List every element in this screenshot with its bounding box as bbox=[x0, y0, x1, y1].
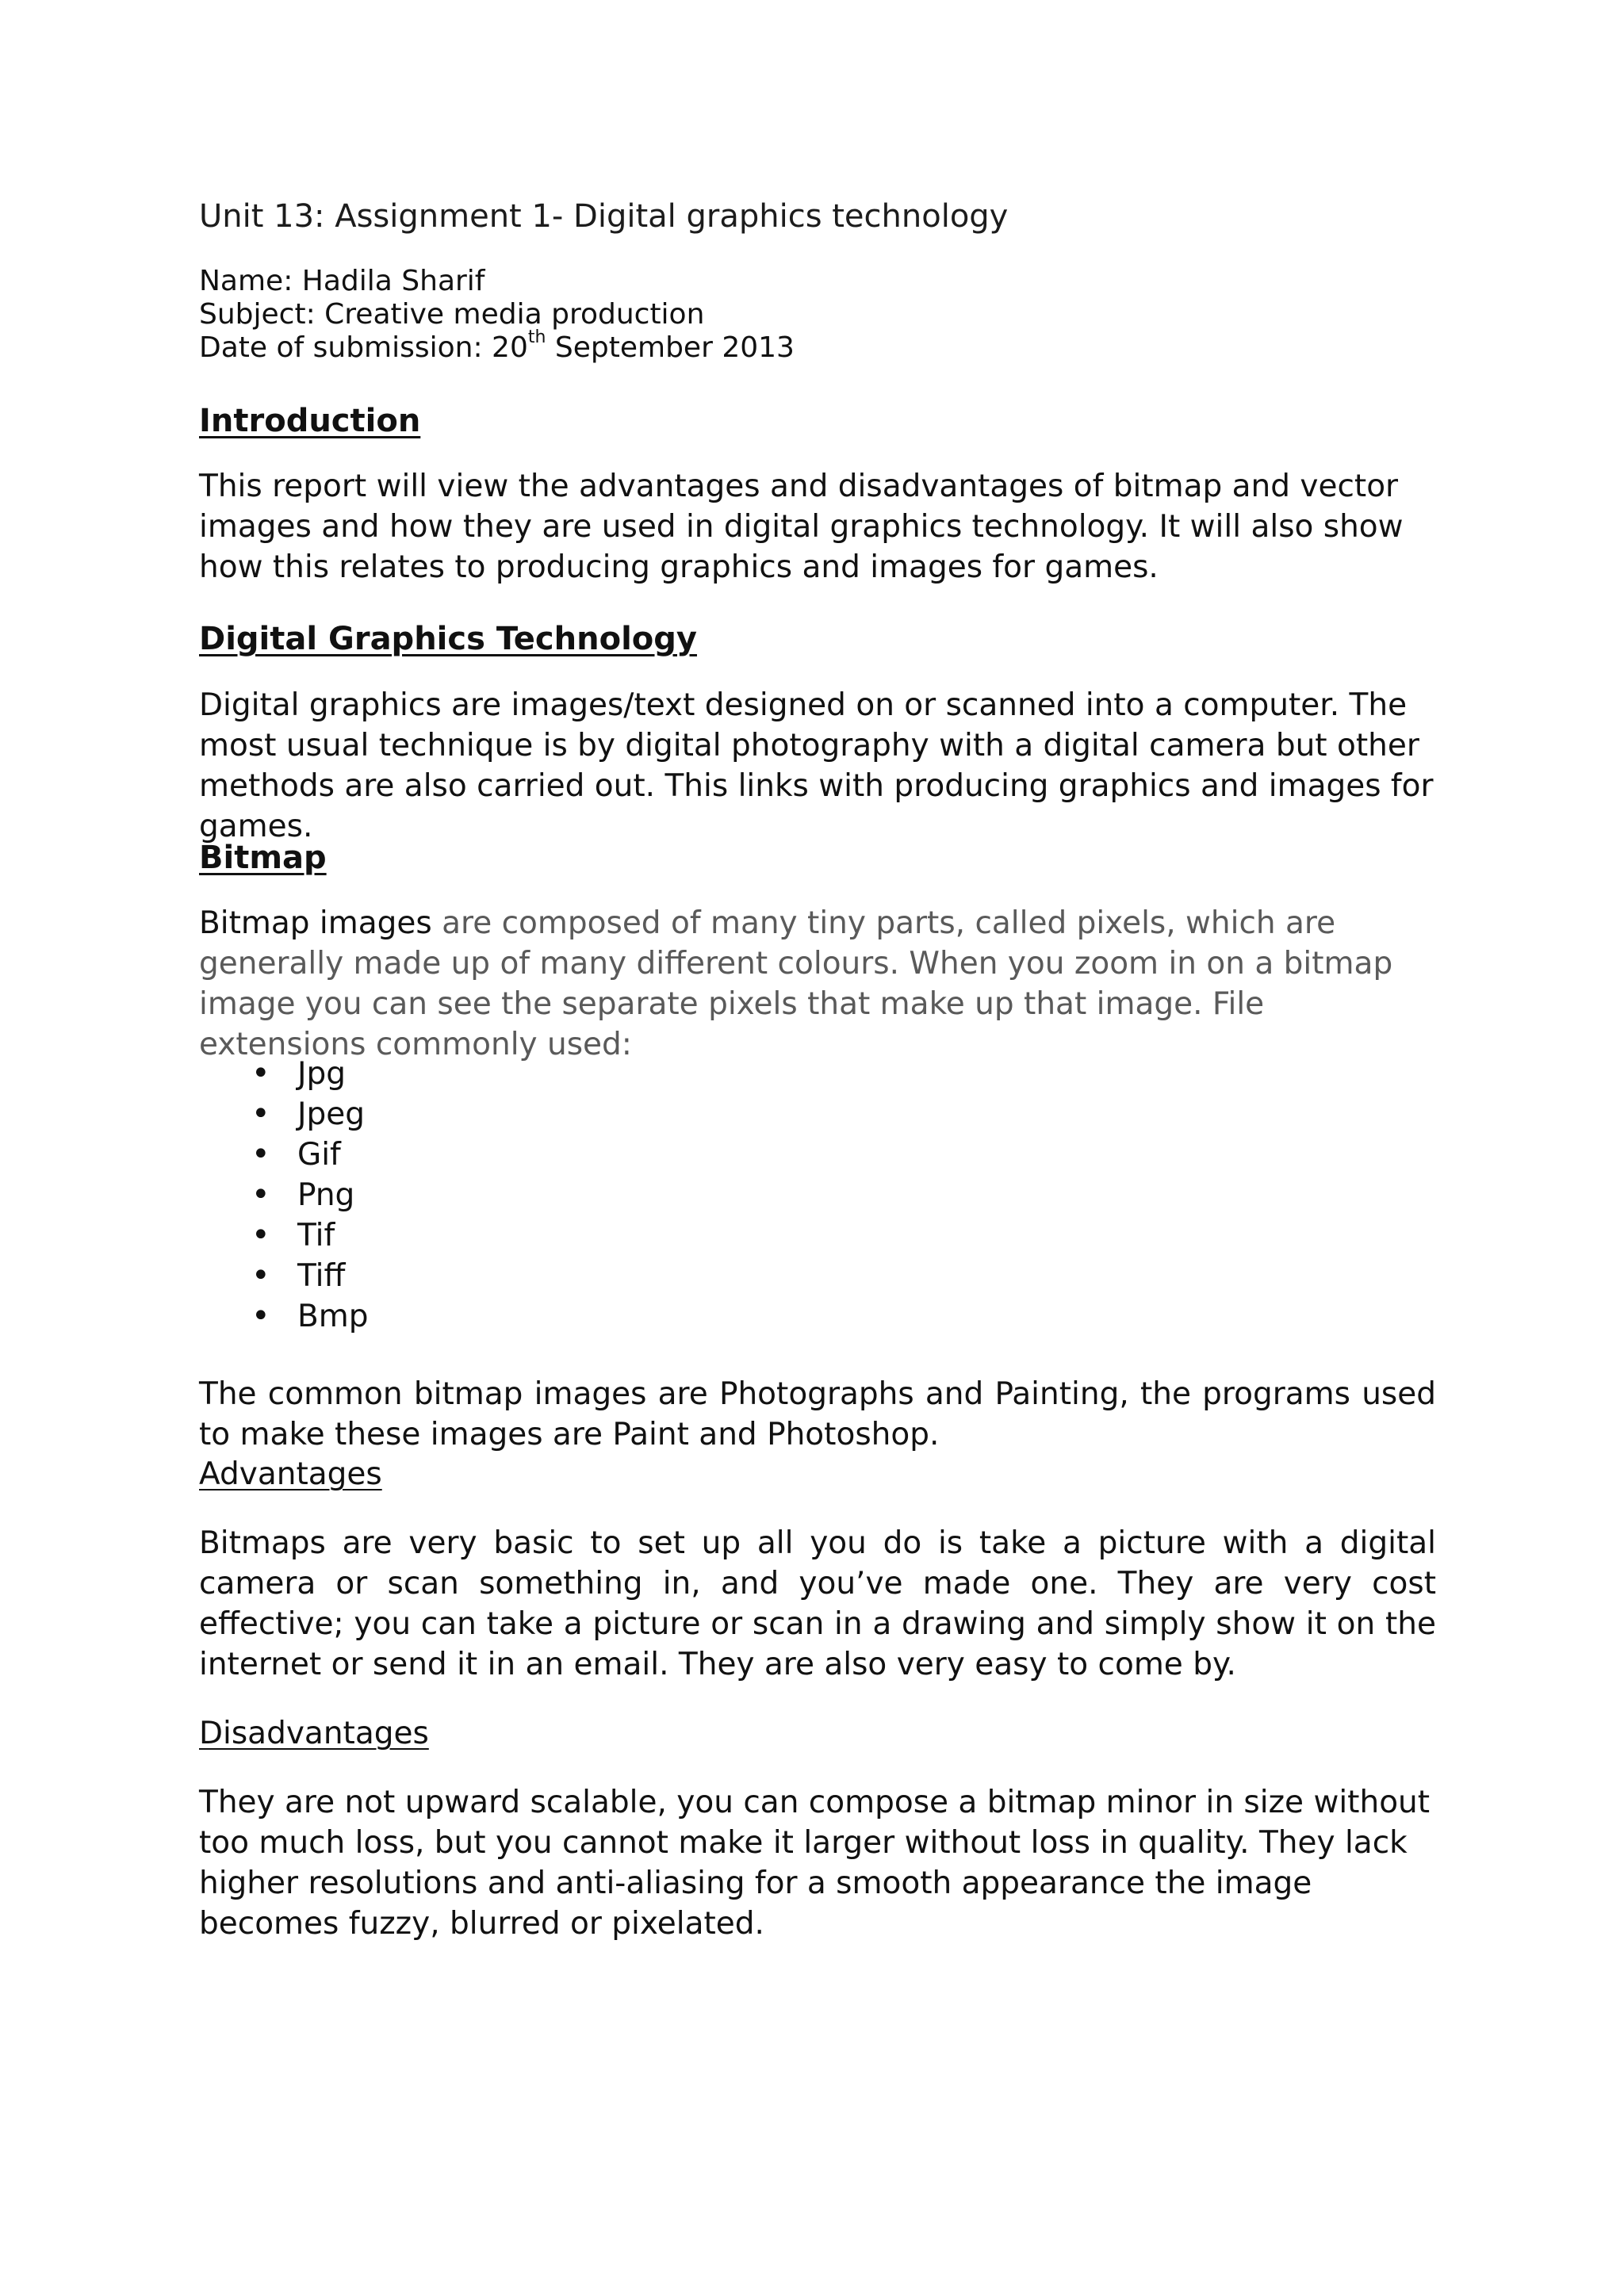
list-item: • Tiff bbox=[199, 1256, 1436, 1296]
author-name: Name: Hadila Sharif bbox=[199, 265, 485, 297]
document-title: Unit 13: Assignment 1- Digital graphics technology bbox=[199, 198, 1009, 235]
date-superscript: th bbox=[527, 327, 546, 347]
date-prefix: Date of submission: 20 bbox=[199, 331, 528, 364]
list-item: • Tif bbox=[199, 1215, 1436, 1256]
list-item: • Bmp bbox=[199, 1296, 1436, 1337]
document-meta bbox=[199, 265, 1436, 365]
bitmap-lead: Bitmap images bbox=[199, 905, 432, 941]
heading-bitmap: Bitmap bbox=[199, 840, 327, 876]
common-bitmap-text: The common bitmap images are Photographs and Painting, the programs used to make these images are Paint and Photoshop. bbox=[199, 1376, 1436, 1452]
advantages-text: Bitmaps are very basic to set up all you do is take a picture with a digital camera or scan something in, and you’ve made one. They are very cost effective; you can take a picture or scan in a drawing and simply show it on the internet or send it in an email. They are also very easy to come by. bbox=[199, 1525, 1436, 1682]
list-item: • Jpeg bbox=[199, 1094, 1436, 1135]
list-item: • Jpg bbox=[199, 1054, 1436, 1094]
introduction-text: This report will view the advantages and disadvantages of bitmap and vector images and how they are used in digital graphics technology. It will also show how this relates to producing graphics and images for games. bbox=[199, 469, 1404, 585]
submission-date bbox=[199, 327, 1436, 365]
list-item: • Png bbox=[199, 1175, 1436, 1215]
date-suffix: September 2013 bbox=[546, 331, 795, 364]
heading-introduction: Introduction bbox=[199, 403, 421, 439]
heading-disadvantages: Disadvantages bbox=[199, 1716, 429, 1751]
heading-advantages: Advantages bbox=[199, 1456, 382, 1492]
list-item: • Gif bbox=[199, 1135, 1436, 1175]
bitmap-text bbox=[199, 903, 1436, 1065]
bitmap-description: are composed of many tiny parts, called pixels, which are generally made up of many different colours. When you zoom in on a bitmap image you can see the separate pixels that make up that image. File extensions commonly used: bbox=[199, 905, 1393, 1062]
digital-graphics-text: Digital graphics are images/text designed on or scanned into a computer. The most usual technique is by digital photography with a digital camera but other methods are also carried out. This links with producing graphics and images for games. bbox=[199, 687, 1434, 844]
heading-digital-graphics: Digital Graphics Technology bbox=[199, 621, 697, 657]
disadvantages-text: They are not upward scalable, you can compose a bitmap minor in size without too much loss, but you cannot make it larger without loss in quality. They lack higher resolutions and anti-aliasing for a smooth appearance the image becomes fuzzy, blurred or pixelated. bbox=[199, 1785, 1431, 1942]
file-extension-list bbox=[199, 1054, 1436, 1337]
subject-line: Subject: Creative media production bbox=[199, 298, 705, 331]
